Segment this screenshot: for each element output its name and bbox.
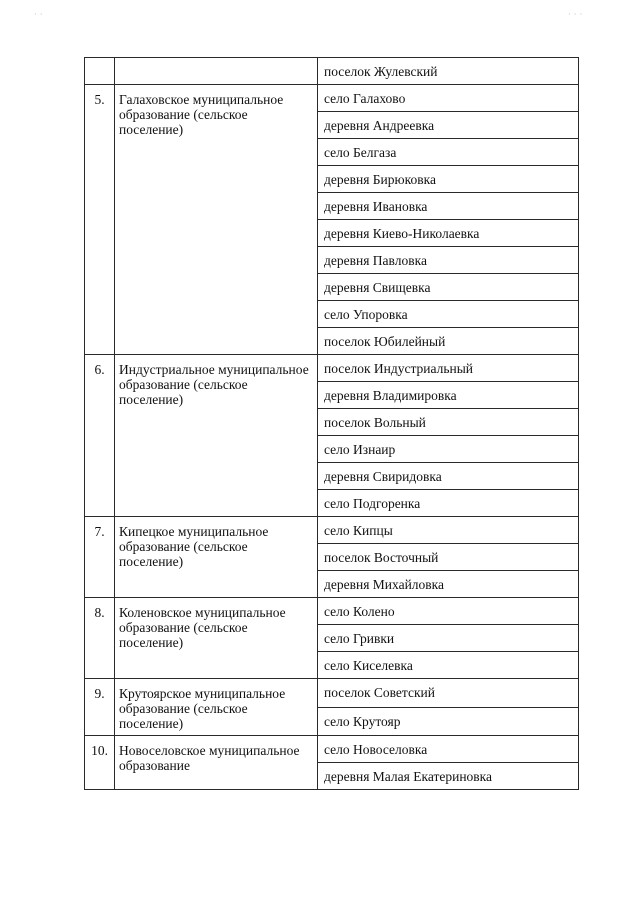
- municipality-name: [115, 58, 318, 85]
- table-row: [85, 85, 579, 112]
- table-row: [85, 355, 579, 382]
- settlement-cell: деревня Андреевка: [318, 112, 579, 139]
- municipality-name: Коленовское муниципальное образование (сельское поселение): [115, 598, 318, 679]
- settlement-cell: село Гривки: [318, 625, 579, 652]
- settlements-table: [84, 57, 579, 790]
- settlement-cell: поселок Восточный: [318, 544, 579, 571]
- municipality-number: [85, 58, 115, 85]
- settlement-cell: деревня Киево-Николаевка: [318, 220, 579, 247]
- settlement-cell: поселок Жулевский: [318, 58, 579, 85]
- settlement-cell: село Крутояр: [318, 707, 579, 736]
- settlement-cell: поселок Юбилейный: [318, 328, 579, 355]
- table-row: [85, 58, 579, 85]
- municipality-name: Галаховское муниципальное образование (сельское поселение): [115, 85, 318, 355]
- settlement-cell: деревня Владимировка: [318, 382, 579, 409]
- settlement-cell: село Галахово: [318, 85, 579, 112]
- settlement-cell: деревня Свиридовка: [318, 463, 579, 490]
- settlement-cell: поселок Вольный: [318, 409, 579, 436]
- table-row: [85, 598, 579, 625]
- settlement-cell: деревня Бирюковка: [318, 166, 579, 193]
- settlement-cell: деревня Малая Екатериновка: [318, 763, 579, 790]
- table-row: [85, 736, 579, 763]
- settlement-cell: деревня Павловка: [318, 247, 579, 274]
- settlement-cell: село Киселевка: [318, 652, 579, 679]
- municipality-number: 8.: [85, 598, 115, 679]
- municipality-number: 9.: [85, 679, 115, 736]
- municipality-name: Кипецкое муниципальное образование (сельское поселение): [115, 517, 318, 598]
- municipality-name: Крутоярское муниципальное образование (сельское поселение): [115, 679, 318, 736]
- settlement-cell: деревня Михайловка: [318, 571, 579, 598]
- scan-artifact: · · ·: [568, 10, 583, 20]
- settlement-cell: село Новоселовка: [318, 736, 579, 763]
- settlement-cell: село Подгоренка: [318, 490, 579, 517]
- table-row: [85, 679, 579, 708]
- municipality-number: 7.: [85, 517, 115, 598]
- settlement-cell: село Кипцы: [318, 517, 579, 544]
- settlement-cell: деревня Свищевка: [318, 274, 579, 301]
- table-row: [85, 517, 579, 544]
- scan-artifact: · ·: [34, 10, 43, 20]
- municipality-name: Индустриальное муниципальное образование (сельское поселение): [115, 355, 318, 517]
- municipality-number: 10.: [85, 736, 115, 790]
- settlement-cell: село Колено: [318, 598, 579, 625]
- settlement-cell: деревня Ивановка: [318, 193, 579, 220]
- settlement-cell: поселок Советский: [318, 679, 579, 708]
- settlement-cell: село Изнаир: [318, 436, 579, 463]
- settlement-cell: село Упоровка: [318, 301, 579, 328]
- municipality-name: Новоселовское муниципальное образование: [115, 736, 318, 790]
- municipality-number: 5.: [85, 85, 115, 355]
- municipality-number: 6.: [85, 355, 115, 517]
- table-body: [85, 58, 579, 790]
- settlement-cell: поселок Индустриальный: [318, 355, 579, 382]
- settlement-cell: село Белгаза: [318, 139, 579, 166]
